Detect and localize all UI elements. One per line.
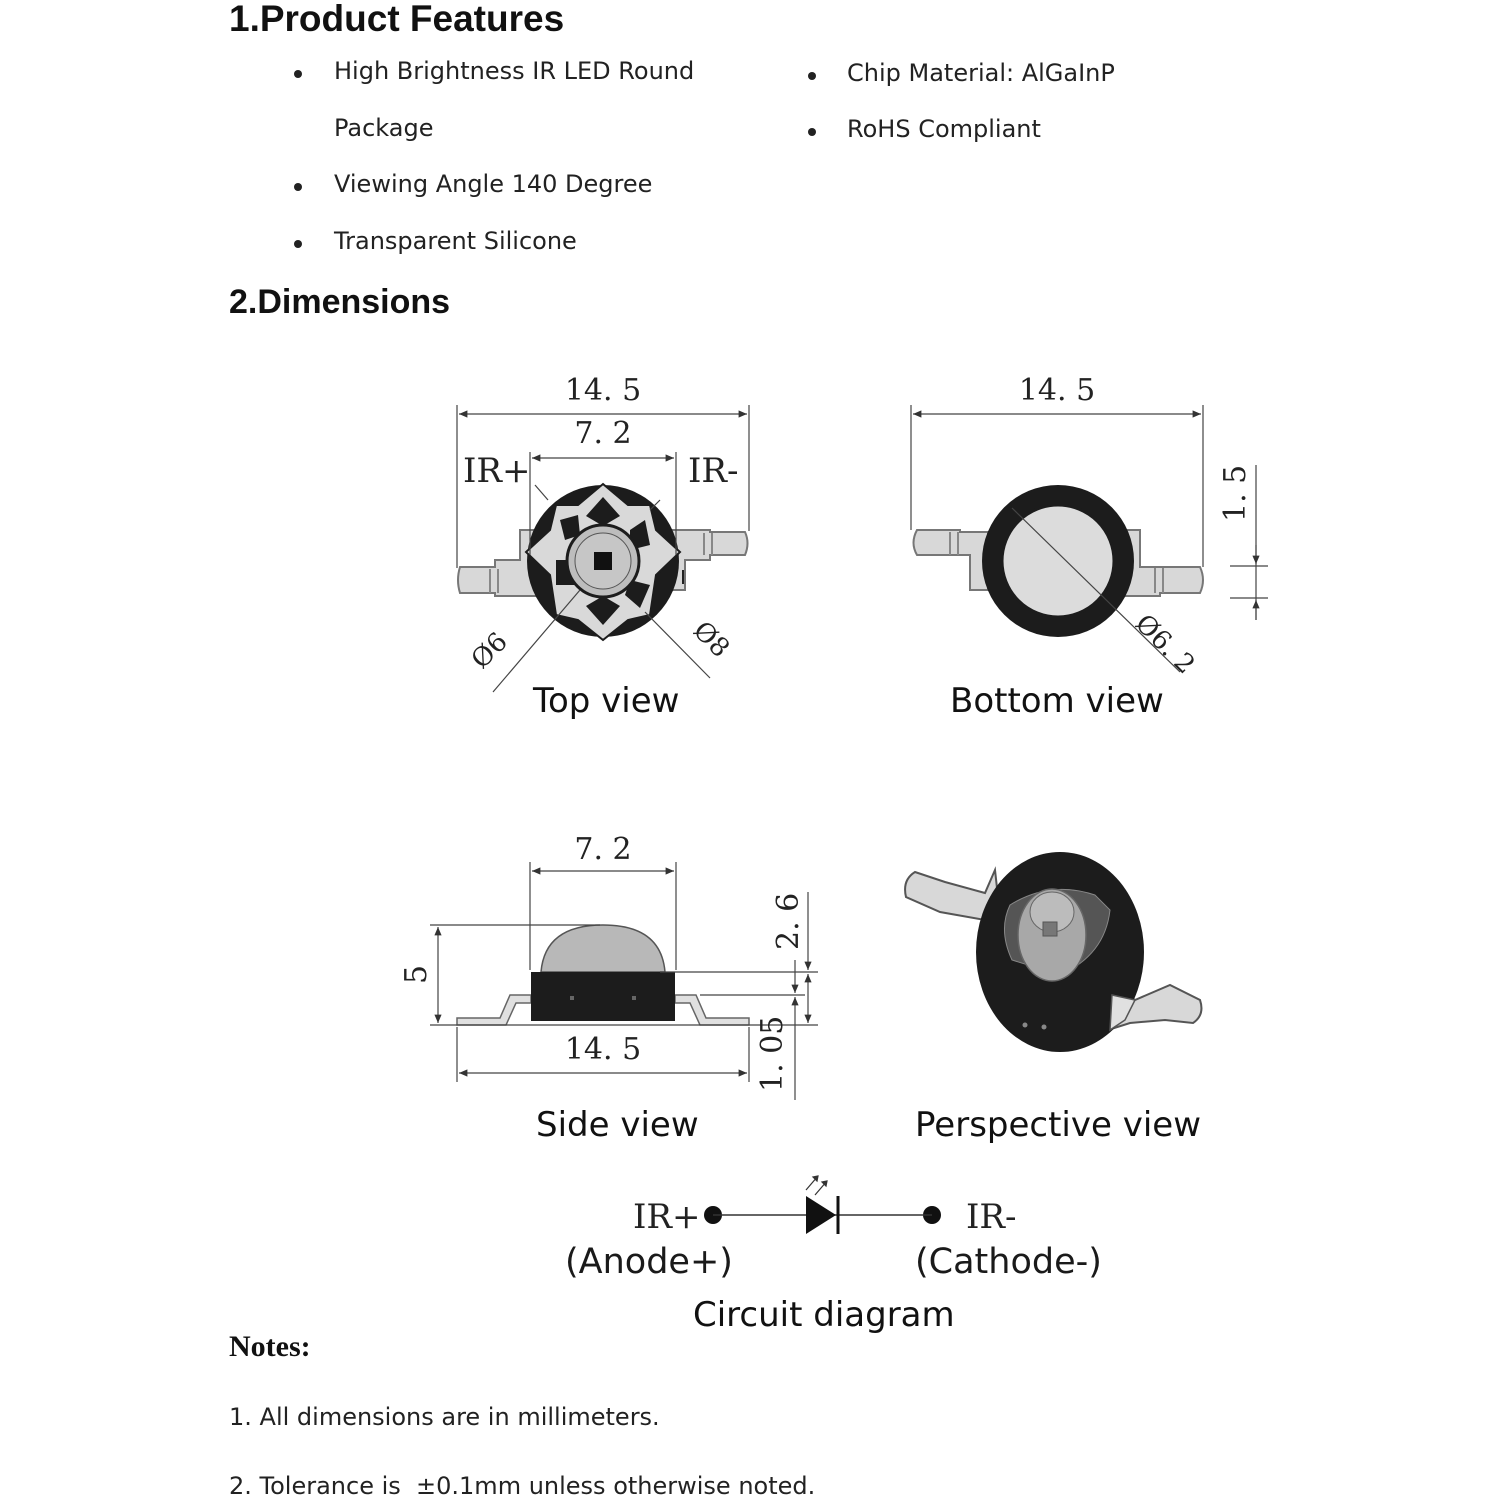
circuit-anode-pin: IR+: [633, 1197, 701, 1237]
circuit-diagram-label: Circuit diagram: [693, 1295, 955, 1335]
top-view-label: Top view: [533, 681, 680, 721]
side-view-height-total: 5: [399, 964, 434, 984]
top-view-pin-minus: IR-: [688, 451, 739, 491]
side-view-width-total: 14. 5: [564, 1032, 642, 1067]
circuit-anode-name: (Anode+): [565, 1242, 733, 1282]
note-item-2: 2. Tolerance is ±0.1mm unless otherwise noted.: [229, 1472, 816, 1500]
side-view-body: [531, 972, 675, 1021]
circuit-cathode-name: (Cathode-): [915, 1242, 1102, 1282]
bottom-view-label: Bottom view: [950, 681, 1164, 721]
diode-symbol-icon: [806, 1196, 836, 1234]
top-view-drawing: [457, 373, 749, 692]
circuit-diagram: [633, 1176, 1017, 1237]
side-view-height-lead: 1. 05: [755, 1015, 790, 1092]
bottom-view-thermal-pad: [1002, 505, 1114, 617]
top-view-dia-outer: Ø8: [687, 615, 736, 664]
side-view-lead-left: [457, 995, 531, 1025]
bottom-view-height-lead: 1. 5: [1218, 464, 1253, 522]
circuit-cathode-pin: IR-: [966, 1197, 1017, 1237]
perspective-chip: [1043, 922, 1057, 936]
notes-title: Notes:: [229, 1330, 311, 1363]
top-view-width-body: 7. 2: [574, 416, 632, 451]
top-view-chip: [594, 552, 612, 570]
feature-item-2: Viewing Angle 140 Degree: [334, 170, 653, 198]
top-view-dia-inner: Ø6: [465, 626, 514, 675]
feature-item-5: RoHS Compliant: [847, 115, 1041, 143]
feature-item-3: Transparent Silicone: [334, 227, 577, 255]
top-view-pin-plus: IR+: [463, 451, 531, 491]
feature-item-4: Chip Material: AlGaInP: [847, 59, 1115, 87]
side-view-width-body: 7. 2: [574, 832, 632, 867]
bottom-view-width-total: 14. 5: [1018, 373, 1096, 408]
top-view-width-total: 14. 5: [564, 373, 642, 408]
note-item-1: 1. All dimensions are in millimeters.: [229, 1403, 660, 1431]
bottom-view-drawing: [911, 373, 1268, 680]
bottom-view-lead-right: [1125, 530, 1203, 596]
feature-item-1-line1: High Brightness IR LED Round: [334, 57, 695, 85]
feature-item-1-line2: Package: [334, 114, 434, 142]
emission-arrows-icon: [806, 1176, 827, 1195]
bottom-view-dia-pad: Ø6. 2: [1129, 608, 1201, 681]
side-view-drawing: [399, 832, 818, 1100]
perspective-view-label: Perspective view: [915, 1105, 1202, 1145]
bottom-view-lead-left: [914, 530, 989, 590]
side-view-dome: [541, 925, 665, 972]
perspective-view-drawing: [905, 852, 1201, 1052]
dimensions-heading: 2.Dimensions: [229, 283, 451, 321]
side-view-height-dome: 2. 6: [771, 892, 806, 950]
side-view-lead-right: [675, 995, 749, 1025]
features-heading: 1.Product Features: [229, 0, 565, 39]
side-view-label: Side view: [536, 1105, 699, 1145]
